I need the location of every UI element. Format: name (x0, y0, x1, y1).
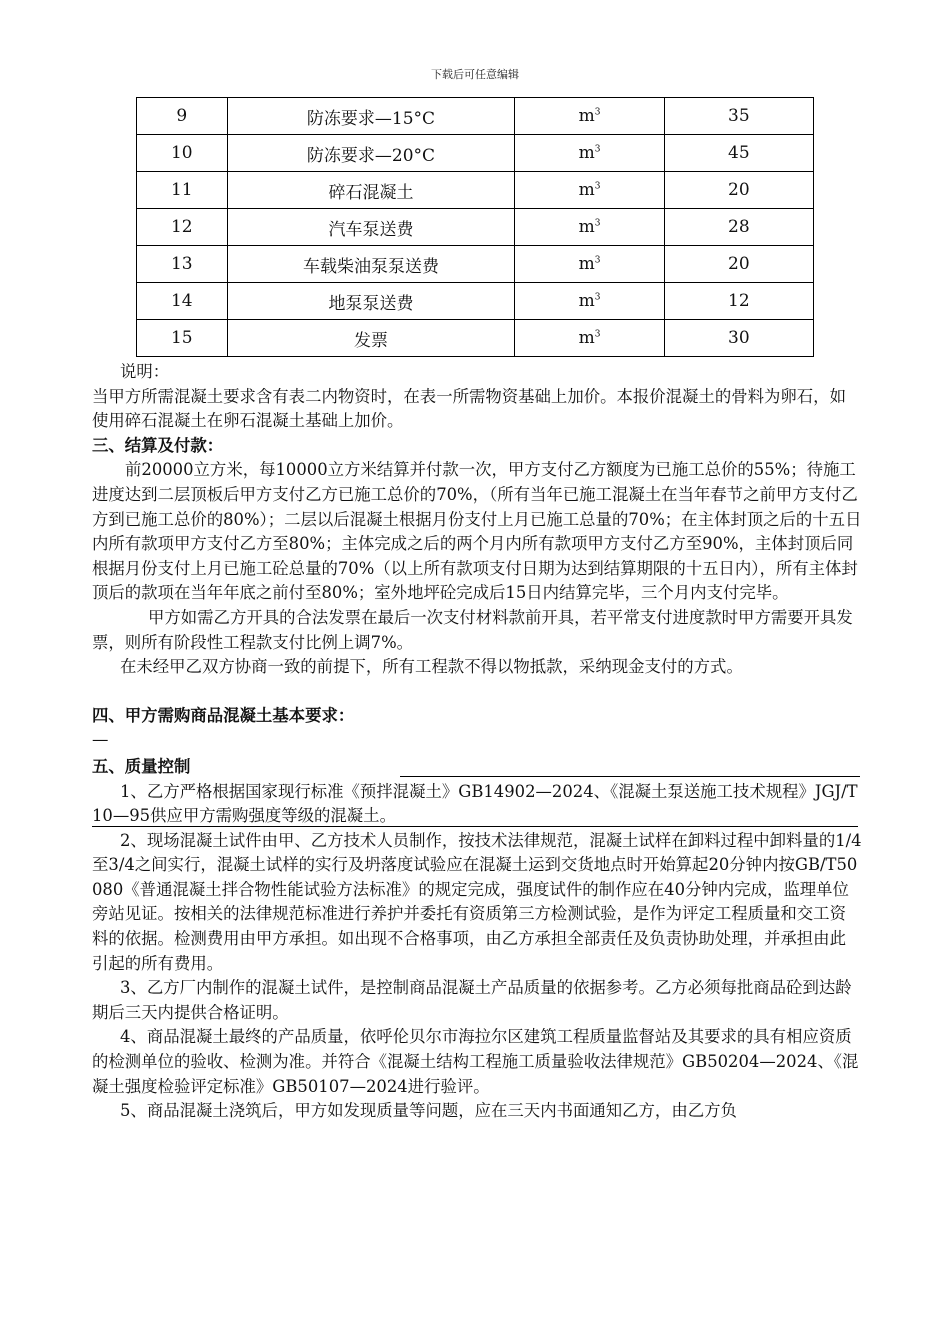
price-table (136, 97, 814, 357)
row-item-name: 碎石混凝土 (227, 172, 515, 209)
unit-superscript: 3 (594, 255, 601, 266)
row-unit (515, 320, 664, 357)
spacer (92, 680, 862, 704)
unit-base: m (578, 328, 595, 348)
price-table-row (137, 246, 814, 283)
unit-base: m (578, 291, 595, 311)
row-item-name: 发票 (227, 320, 515, 357)
section4-title: 四、甲方需购商品混凝土基本要求： (92, 705, 355, 725)
row-unit (515, 135, 664, 172)
unit-base: m (578, 106, 595, 126)
notes-label: 说明： (120, 362, 170, 381)
row-item-name: 汽车泵送费 (227, 209, 515, 246)
row-number: 12 (137, 209, 228, 246)
row-unit (515, 172, 664, 209)
row-unit (515, 246, 664, 283)
section4-blank-line (92, 826, 858, 827)
row-number: 14 (137, 283, 228, 320)
row-unit (515, 209, 664, 246)
quality-item-5: 5、商品混凝土浇筑后，甲方如发现质量等问题，应在三天内书面通知乙方，由乙方负 (120, 1101, 737, 1121)
row-item-name: 地泵泵送费 (227, 283, 515, 320)
row-item-name: 防冻要求—20°C (227, 135, 515, 172)
price-table-row (137, 98, 814, 135)
section3-paragraph-2: 甲方如需乙方开具的合法发票在最后一次支付材料款前开具，若平常支付进度款时甲方需要开具发票，则所有阶段性工程款支付比例上调7%。 (92, 607, 853, 652)
price-table-row (137, 209, 814, 246)
quality-item-2: 2、现场混凝土试件由甲、乙方技术人员制作，按技术法律规范，混凝土试样在卸料过程中卸料量的1/4至3/4之间实行，混凝土试样的实行及坍落度试验应在混凝土运到交货地点时开始算起20分钟内按GB/T50080《普通混凝土拌合物性能试验方法标准》的规定完成，强度试件的制作应在40分钟内完成，监理单位旁站见证。按相关的法律规范标准进行养护并委托有资质第三方检测试验，是作为评定工程质量和交工资料的依据。检测费用由甲方承担。如出现不合格事项，由乙方承担全部责任及负责协助处理，并承担由此引起的所有费用。 (92, 830, 862, 973)
unit-base: m (578, 217, 595, 237)
row-price: 30 (664, 320, 813, 357)
unit-base: m (578, 180, 595, 200)
section5-title: 五、质量控制 (92, 756, 191, 776)
unit-base: m (578, 254, 595, 274)
unit-superscript: 3 (594, 181, 601, 192)
section4-dash: — (92, 730, 109, 750)
row-price: 20 (664, 246, 813, 283)
row-price: 28 (664, 209, 813, 246)
row-number: 9 (137, 98, 228, 135)
unit-superscript: 3 (594, 292, 601, 303)
row-number: 11 (137, 172, 228, 209)
row-price: 45 (664, 135, 813, 172)
price-table-row (137, 283, 814, 320)
row-price: 35 (664, 98, 813, 135)
notes-text-content: 当甲方所需混凝土要求含有表二内物资时，在表一所需物资基础上加价。本报价混凝土的骨料为卵石，如使用碎石混凝土在卵石混凝土基础上加价。 (92, 386, 846, 431)
unit-superscript: 3 (594, 329, 601, 340)
row-number: 10 (137, 135, 228, 172)
row-price: 12 (664, 283, 813, 320)
section3-paragraph-1: 前20000立方米，每10000立方米结算并付款一次，甲方支付乙方额度为已施工总价的55%；待施工进度达到二层顶板后甲方支付乙方已施工总价的70%，（所有当年已施工混凝土在当年春节之前甲方支付乙方到已施工总价的80%）；二层以后混凝土根据月份支付上月已施工总量的70%；在主体封顶之后的十五日内所有款项甲方支付乙方至80%；主体完成之后的两个月内所有款项甲方支付乙方至90%，主体封顶后同根据月份支付上月已施工砼总量的70%（以上所有款项支付日期为达到结算期限的十五日内），所有主体封顶后的款项在当年年底之前付至80%；室外地坪砼完成后15日内结算完毕，三个月内支付完毕。 (92, 460, 862, 603)
unit-superscript: 3 (594, 218, 601, 229)
section3-paragraph-3: 在未经甲乙双方协商一致的前提下，所有工程款不得以物抵款，采纳现金支付的方式。 (120, 657, 743, 677)
quality-item-3: 3、乙方厂内制作的混凝土试件，是控制商品混凝土产品质量的依据参考。乙方必须每批商品砼到达龄期后三天内提供合格证明。 (92, 978, 852, 1022)
row-number: 15 (137, 320, 228, 357)
document-body (92, 360, 862, 1124)
unit-base: m (578, 143, 595, 163)
page-header-note: 下载后可任意编辑 (431, 68, 519, 81)
row-unit (515, 283, 664, 320)
row-item-name: 防冻要求—15°C (227, 98, 515, 135)
row-price: 20 (664, 172, 813, 209)
notes-text (64, 385, 862, 434)
price-table-row (137, 135, 814, 172)
row-item-name: 车载柴油泵泵送费 (227, 246, 515, 283)
row-unit (515, 98, 664, 135)
unit-superscript: 3 (594, 107, 601, 118)
price-table-row (137, 172, 814, 209)
section4-fill-line (400, 776, 860, 777)
quality-item-4: 4、商品混凝土最终的产品质量，依呼伦贝尔市海拉尔区建筑工程质量监督站及其要求的具有相应资质的检测单位的验收、检测为准。并符合《混凝土结构工程施工质量验收法律规范》GB50204—2024、《混凝土强度检验评定标准》GB50107—2024进行验评。 (92, 1027, 859, 1096)
row-number: 13 (137, 246, 228, 283)
price-table-row (137, 320, 814, 357)
section3-title: 三、结算及付款： (92, 435, 224, 455)
unit-superscript: 3 (594, 144, 601, 155)
quality-item-1: 1、乙方严格根据国家现行标准《预拌混凝土》GB14902—2024、《混凝土泵送施工技术规程》JGJ/T10—95供应甲方需购强度等级的混凝土。 (92, 781, 858, 826)
